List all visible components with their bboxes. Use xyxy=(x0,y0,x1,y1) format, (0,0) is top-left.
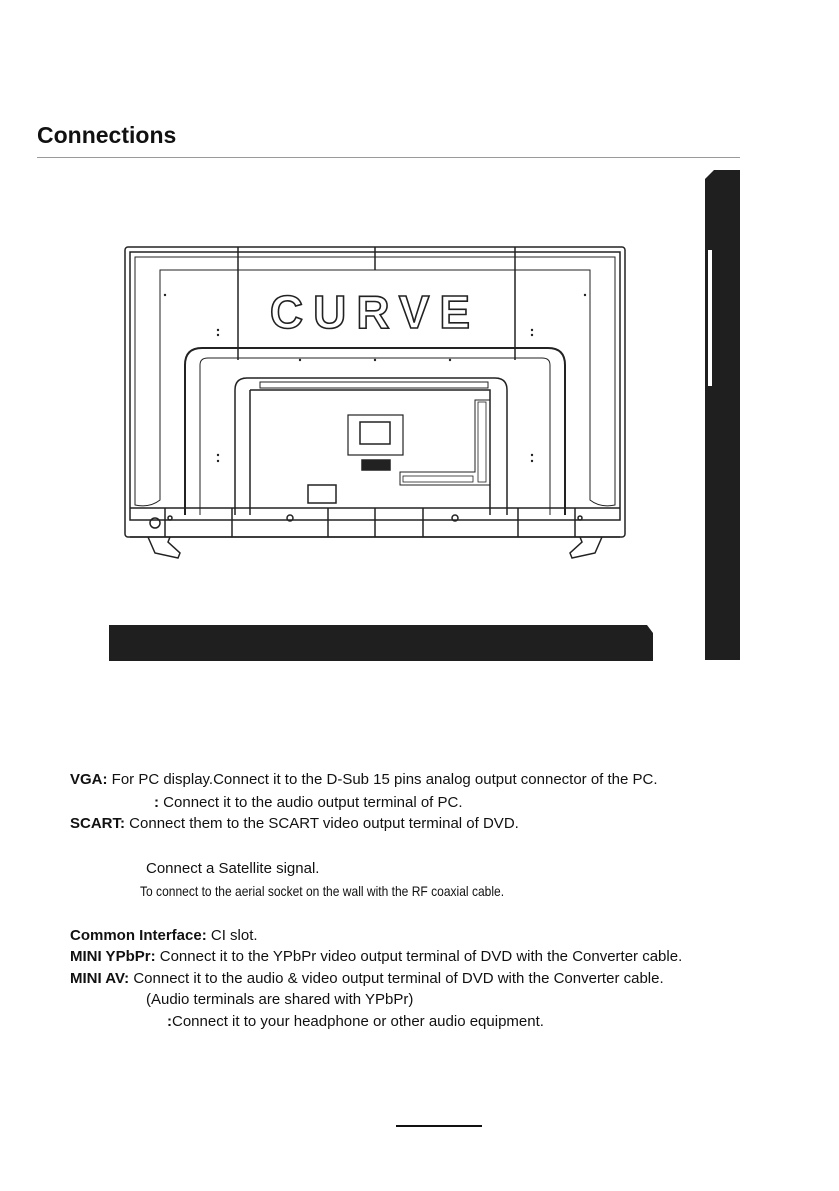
caption-bar xyxy=(109,625,653,661)
tv-rear-illustration xyxy=(120,240,630,570)
title-divider xyxy=(37,157,740,158)
page-title: Connections xyxy=(37,122,177,148)
desc-scart: SCART: Connect them to the SCART video output terminal of DVD. xyxy=(70,815,519,832)
desc-headphone: :Connect it to your headphone or other audio equipment. xyxy=(167,1013,544,1030)
brand-logo: CURVE xyxy=(269,286,481,338)
page-number-rule xyxy=(396,1125,482,1127)
desc-rf: To connect to the aerial socket on the wall with the RF coaxial cable. xyxy=(140,883,505,899)
desc-common-interface: Common Interface: CI slot. xyxy=(70,927,258,944)
side-tab-marker xyxy=(708,250,712,386)
desc-satellite: Connect a Satellite signal. xyxy=(146,860,320,877)
section-side-tab xyxy=(705,170,740,660)
desc-audio-note: (Audio terminals are shared with YPbPr) xyxy=(146,991,414,1008)
desc-mini-ypbpr: MINI YPbPr: Connect it to the YPbPr video output terminal of DVD with the Converter cable. xyxy=(70,948,683,965)
desc-pc-audio: : Connect it to the audio output terminal of PC. xyxy=(154,794,463,811)
desc-vga: VGA: For PC display.Connect it to the D-Sub 15 pins analog output connector of the PC. xyxy=(70,771,658,788)
desc-mini-av: MINI AV: Connect it to the audio & video output terminal of DVD with the Converter cable. xyxy=(70,970,664,987)
